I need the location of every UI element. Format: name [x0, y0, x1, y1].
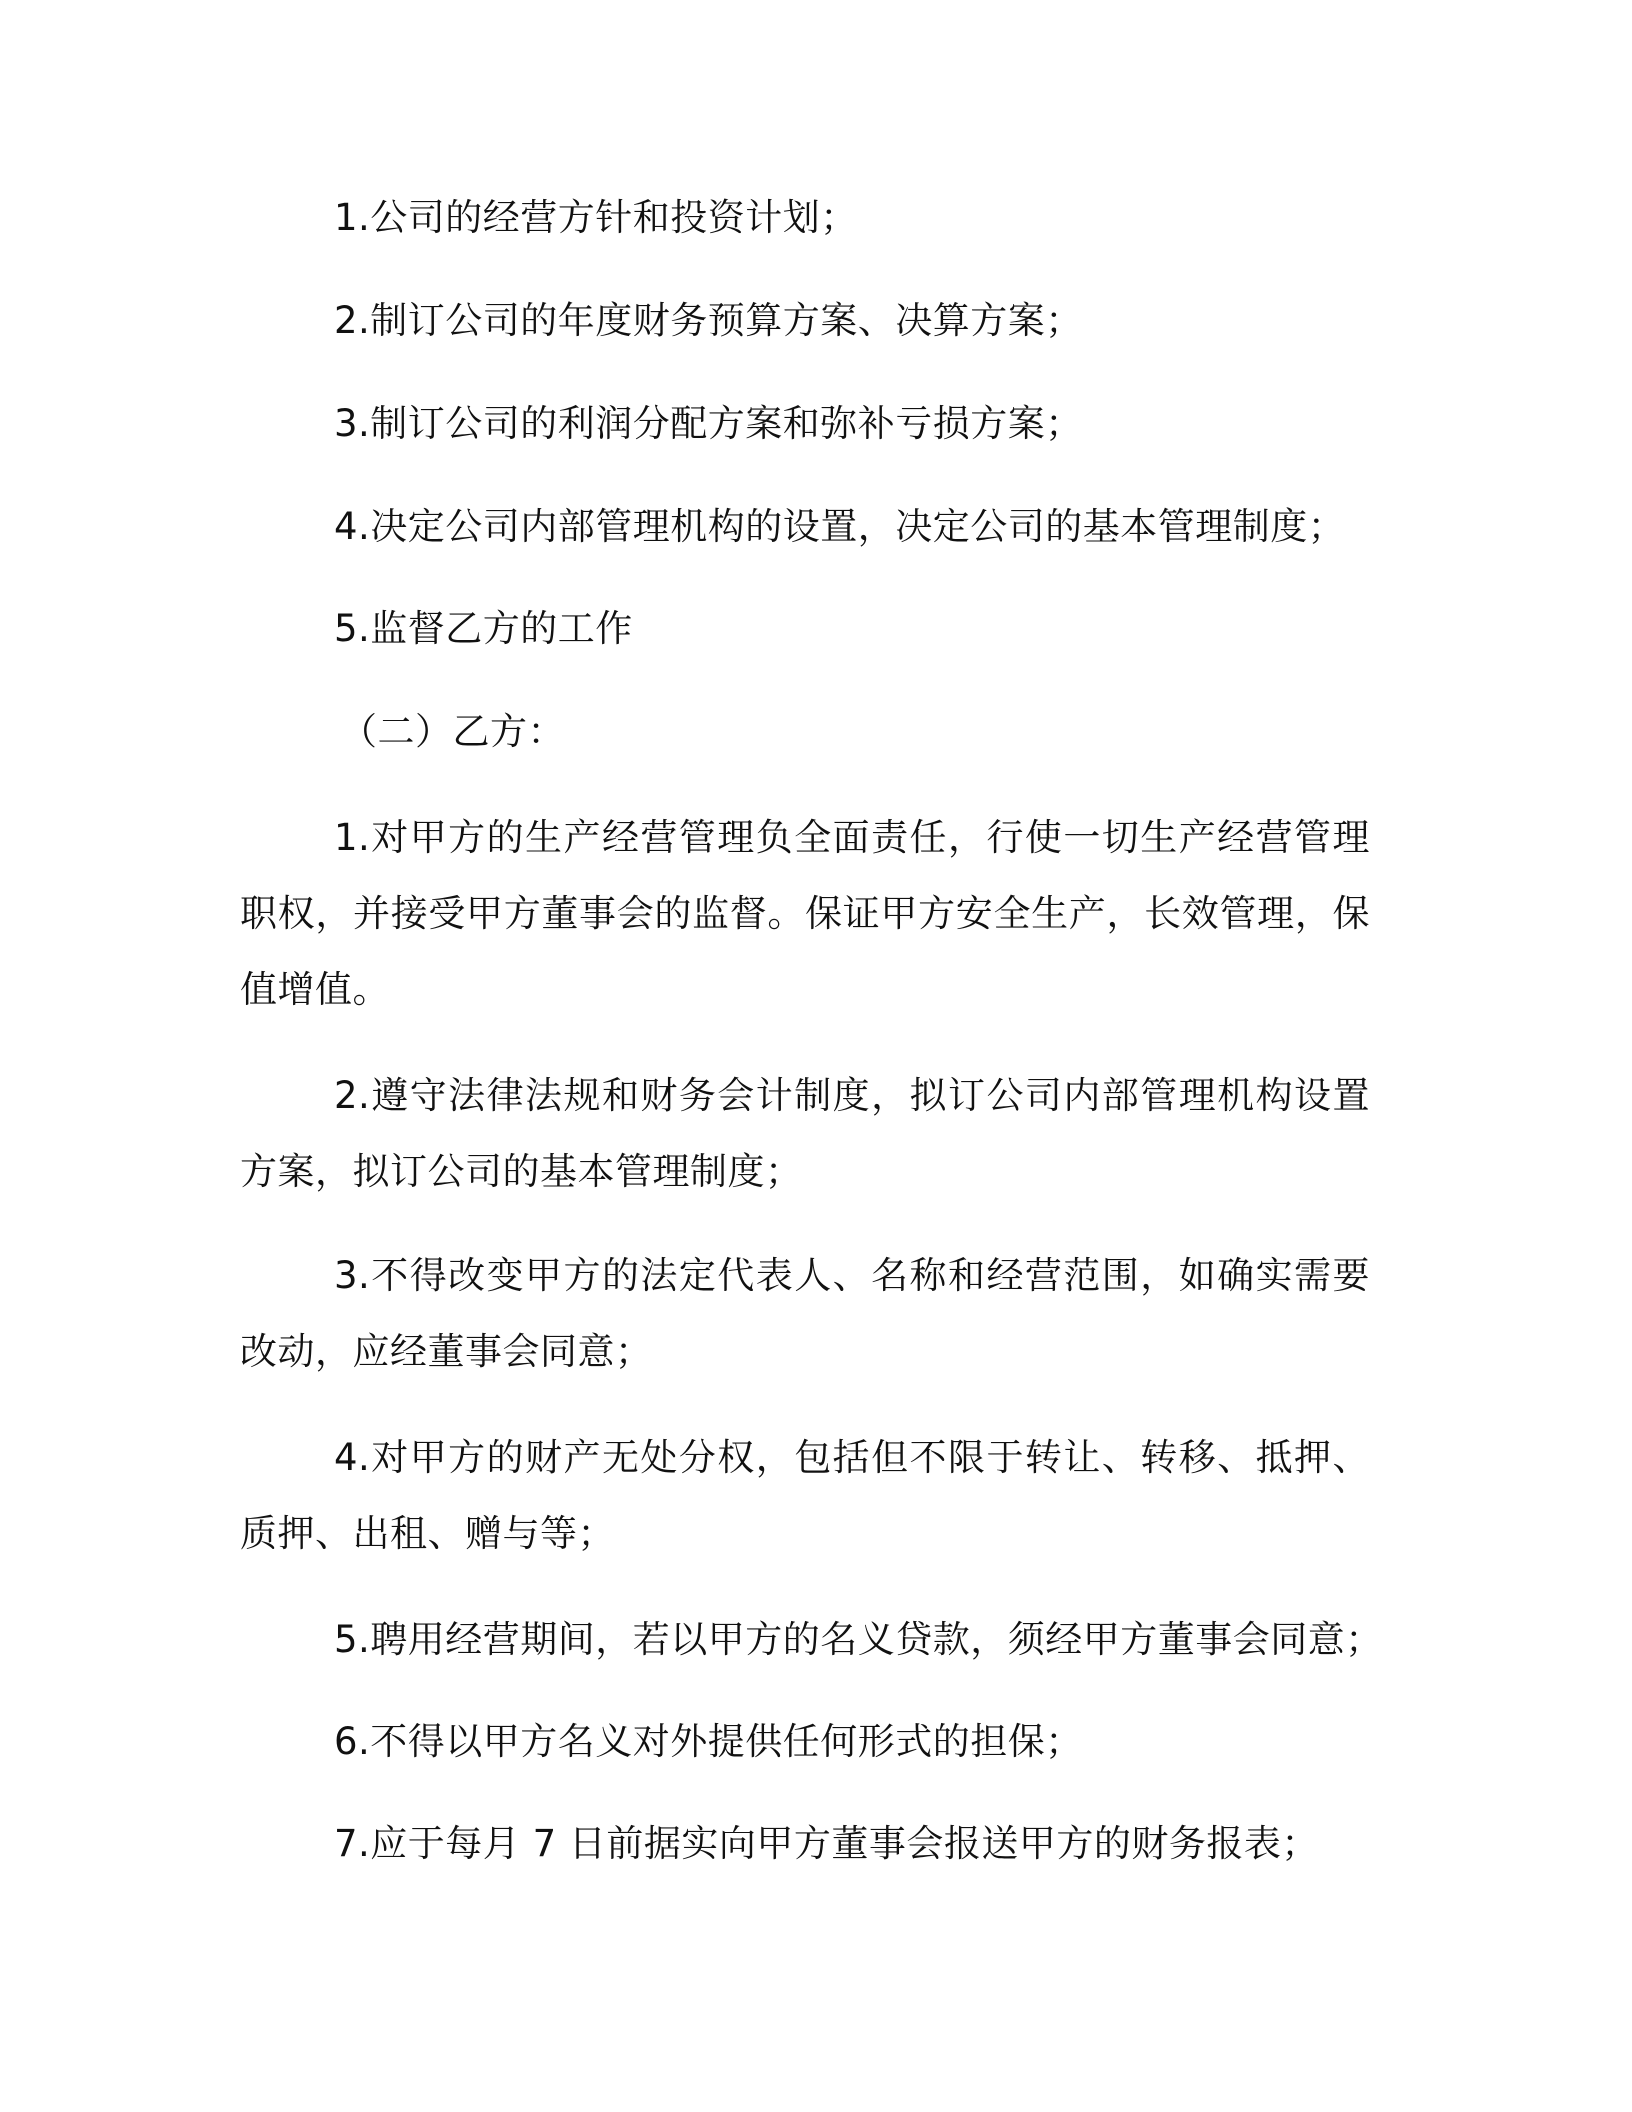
list-item: 2.遵守法律法规和财务会计制度，拟订公司内部管理机构设置方案，拟订公司的基本管理制度；	[240, 1074, 1370, 1193]
list-item: 2.制订公司的年度财务预算方案、决算方案；	[334, 299, 1083, 342]
list-item: 3.不得改变甲方的法定代表人、名称和经营范围，如确实需要改动，应经董事会同意；	[240, 1254, 1370, 1373]
list-item: 4.决定公司内部管理机构的设置，决定公司的基本管理制度；	[334, 505, 1346, 548]
list-item: 5.聘用经营期间，若以甲方的名义贷款，须经甲方董事会同意；	[334, 1618, 1383, 1661]
list-item: 4.对甲方的财产无处分权，包括但不限于转让、转移、抵押、质押、出租、赠与等；	[240, 1436, 1370, 1555]
section-heading: （二）乙方：	[340, 710, 565, 753]
list-item: 3.制订公司的利润分配方案和弥补亏损方案；	[334, 402, 1083, 445]
list-item: 5.监督乙方的工作	[334, 607, 633, 650]
list-item: 1.对甲方的生产经营管理负全面责任，行使一切生产经营管理职权，并接受甲方董事会的监督。保证甲方安全生产，长效管理，保值增值。	[240, 816, 1370, 1011]
list-item: 1.公司的经营方针和投资计划；	[334, 196, 858, 239]
list-item: 7.应于每月 7 日前据实向甲方董事会报送甲方的财务报表；	[334, 1822, 1319, 1865]
list-item: 6.不得以甲方名义对外提供任何形式的担保；	[334, 1720, 1083, 1763]
